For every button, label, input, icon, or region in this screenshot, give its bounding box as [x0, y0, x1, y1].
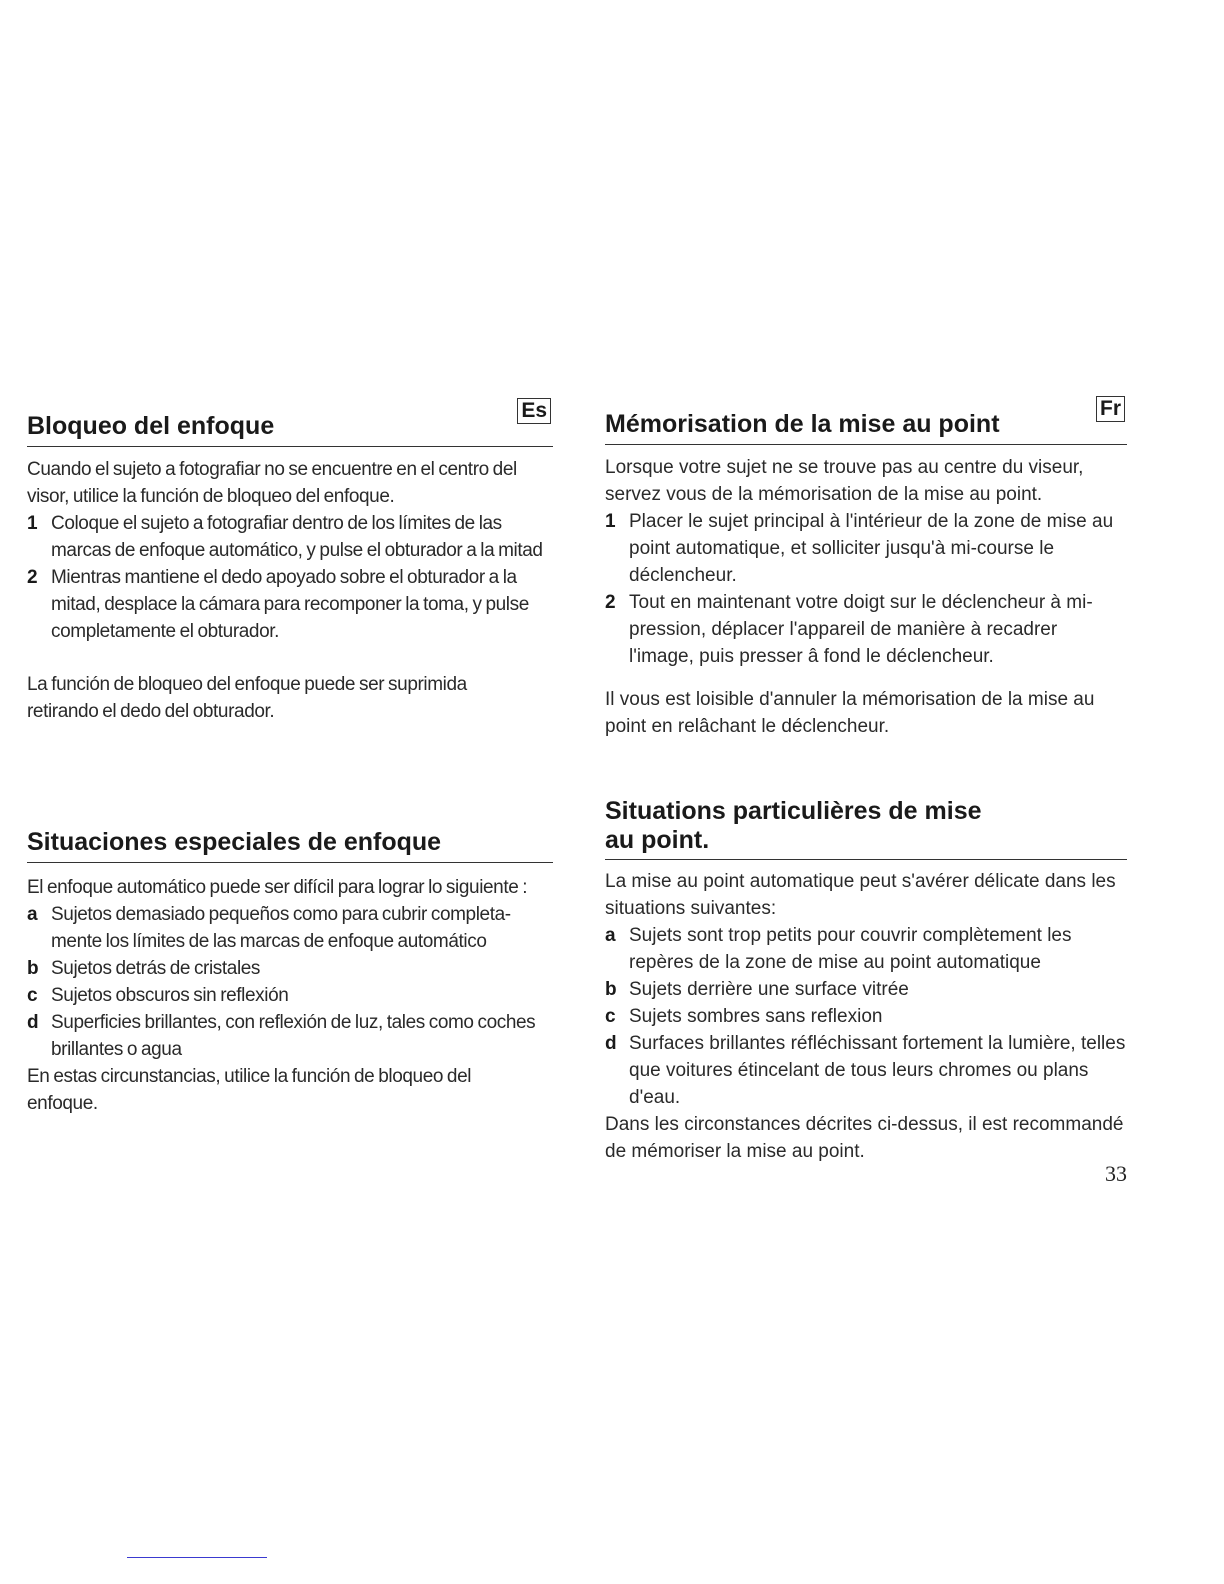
- item-text: Sujets derrière une surface vitrée: [629, 979, 909, 1000]
- section-title: Bloqueo del enfoque: [27, 412, 275, 440]
- intro-paragraph: Cuando el sujeto a fotografiar no se encuentre en el centro del visor, utilice la función de bloqueo del enfoque.: [27, 459, 517, 507]
- step-number: 1: [605, 511, 616, 532]
- item-text: Sujets sombres sans reflexion: [629, 1006, 883, 1027]
- intro-paragraph: La mise au point automatique peut s'avérer délicate dans les situations suivantes:: [605, 871, 1116, 919]
- item-text: Surfaces brillantes réfléchissant fortement la lumière, telles que voitures étincelant de tous leurs chromes ou plans d'eau.: [629, 1033, 1126, 1108]
- list-item: [605, 508, 1127, 589]
- outro-paragraph: En estas circunstancias, utilice la función de bloqueo del enfoque.: [27, 1066, 472, 1114]
- item-letter: b: [27, 958, 39, 979]
- note-paragraph: La función de bloqueo del enfoque puede ser suprimida retirando el dedo del obturador.: [27, 674, 467, 722]
- item-text: Sujetos detrás de cristales: [51, 958, 261, 979]
- item-letter: c: [605, 1006, 616, 1027]
- section-title: Mémorisation de la mise au point: [605, 410, 1000, 438]
- outro-paragraph: Dans les circonstances décrites ci-dessus, il est recommandé de mémoriser la mise au point.: [605, 1114, 1124, 1162]
- list-item: [27, 564, 553, 645]
- item-letter: a: [27, 904, 38, 925]
- section-heading-situations: [605, 797, 1127, 860]
- step-number: 2: [605, 592, 616, 613]
- item-text: Superficies brillantes, con reflexión de luz, tales como coches brillantes o agua: [51, 1012, 536, 1060]
- section-body-situaciones: [27, 874, 553, 1117]
- list-item: [27, 982, 553, 1009]
- list-item: [27, 1009, 553, 1063]
- list-item: [27, 901, 553, 955]
- item-text: Sujetos demasiado pequeños como para cubrir completa-mente los límites de las marcas de enfoque automático: [51, 904, 511, 952]
- section-title-line1: Situations particulières de mise: [605, 797, 982, 825]
- spanish-column: [27, 0, 553, 1584]
- footnote-rule: [127, 1557, 267, 1558]
- list-item: [27, 955, 553, 982]
- page-number: 33: [1105, 1161, 1127, 1186]
- section-heading-situaciones: [27, 826, 553, 863]
- step-text: Mientras mantiene el dedo apoyado sobre el obturador a la mitad, desplace la cámara para recomponer la toma, y pulse completamente el obturador.: [51, 567, 529, 642]
- item-text: Sujets sont trop petits pour couvrir complètement les repères de la zone de mise au point automatique: [629, 925, 1072, 973]
- list-item: [27, 510, 553, 564]
- spacer: [27, 645, 553, 671]
- french-column: [605, 0, 1127, 1584]
- note-paragraph: Il vous est loisible d'annuler la mémorisation de la mise au point en relâchant le déclencheur.: [605, 689, 1095, 737]
- step-text: Placer le sujet principal à l'intérieur de la zone de mise au point automatique, et solliciter jusqu'à mi-course le déclencheur.: [629, 511, 1114, 586]
- list-item: [605, 589, 1127, 670]
- item-letter: d: [605, 1033, 617, 1054]
- item-letter: a: [605, 925, 616, 946]
- section-body-situations: [605, 868, 1127, 1165]
- list-item: [605, 976, 1127, 1003]
- step-number: 2: [27, 567, 38, 588]
- step-number: 1: [27, 513, 38, 534]
- section-body-memorisation: [605, 454, 1127, 740]
- section-title: Situaciones especiales de enfoque: [27, 828, 442, 856]
- intro-paragraph: El enfoque automático puede ser difícil para lograr lo siguiente :: [27, 877, 528, 898]
- section-title-line2: au point.: [605, 826, 710, 854]
- item-letter: c: [27, 985, 38, 1006]
- step-text: Coloque el sujeto a fotografiar dentro de los límites de las marcas de enfoque automático, y pulse el obturador a la mitad: [51, 513, 543, 561]
- language-badge-fr: Fr: [1096, 396, 1125, 422]
- section-heading-bloqueo: [27, 399, 553, 447]
- section-heading-memorisation: [605, 397, 1127, 445]
- spacer: [605, 670, 1127, 686]
- item-letter: b: [605, 979, 617, 1000]
- section-body-bloqueo: [27, 456, 553, 725]
- list-item: [605, 1030, 1127, 1111]
- list-item: [605, 922, 1127, 976]
- intro-paragraph: Lorsque votre sujet ne se trouve pas au centre du viseur, servez vous de la mémorisation de la mise au point.: [605, 457, 1084, 505]
- language-badge-es: Es: [517, 398, 551, 424]
- item-text: Sujetos obscuros sin reflexión: [51, 985, 289, 1006]
- step-text: Tout en maintenant votre doigt sur le déclencheur à mi-pression, déplacer l'appareil de manière à recadrer l'image, puis presser â fond le déclencheur.: [629, 592, 1093, 667]
- item-letter: d: [27, 1012, 39, 1033]
- list-item: [605, 1003, 1127, 1030]
